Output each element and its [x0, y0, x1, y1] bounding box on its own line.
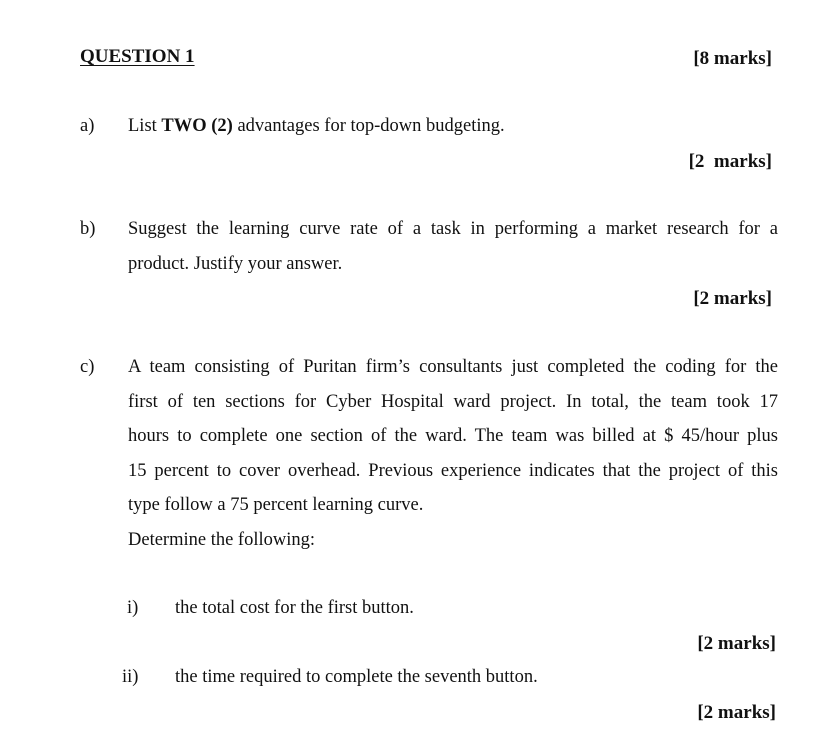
question-total-marks: [8 marks]	[693, 48, 772, 69]
part-b-line-2: product. Justify your answer.	[128, 253, 343, 274]
question-title: QUESTION 1	[80, 46, 195, 67]
part-c-line-6: Determine the following:	[128, 529, 316, 550]
part-c-line-1: A team consisting of Puritan firm’s consultants just completed the coding for the	[128, 357, 778, 377]
part-a-text-post: advantages for top-down budgeting.	[232, 116, 505, 136]
part-c-i-text: the total cost for the first button.	[175, 598, 414, 618]
part-c-line-3: hours to complete one section of the ward. The team was billed at $ 45/hour plus	[128, 426, 778, 446]
part-c-line-4: 15 percent to cover overhead. Previous experience indicates that the project of this	[128, 460, 778, 481]
part-a-text	[128, 116, 505, 137]
part-c-i-marks: [2 marks]	[697, 633, 776, 654]
part-b-marks: [2 marks]	[693, 288, 772, 309]
part-a-text-bold: TWO (2)	[161, 116, 233, 136]
part-c-line-5: type follow a 75 percent learning curve.	[128, 495, 424, 515]
part-c-ii-label: ii)	[122, 667, 139, 687]
part-b-paragraph	[128, 212, 778, 281]
part-a-text-pre: List	[128, 116, 162, 136]
part-c-i-label: i)	[127, 598, 139, 618]
part-c-line-2: first of ten sections for Cyber Hospital ward project. In total, the team took 17	[128, 391, 778, 412]
part-a-marks: [2 marks]	[688, 151, 772, 172]
part-c-paragraph	[128, 350, 778, 557]
part-c-label: c)	[80, 357, 95, 377]
part-c-ii-text: the time required to complete the seventh button.	[175, 667, 538, 687]
part-b-label: b)	[80, 219, 96, 239]
part-a-label: a)	[80, 116, 95, 136]
part-b-line-1: Suggest the learning curve rate of a task in performing a market research for a	[128, 219, 778, 239]
part-c-ii-marks: [2 marks]	[697, 702, 776, 723]
